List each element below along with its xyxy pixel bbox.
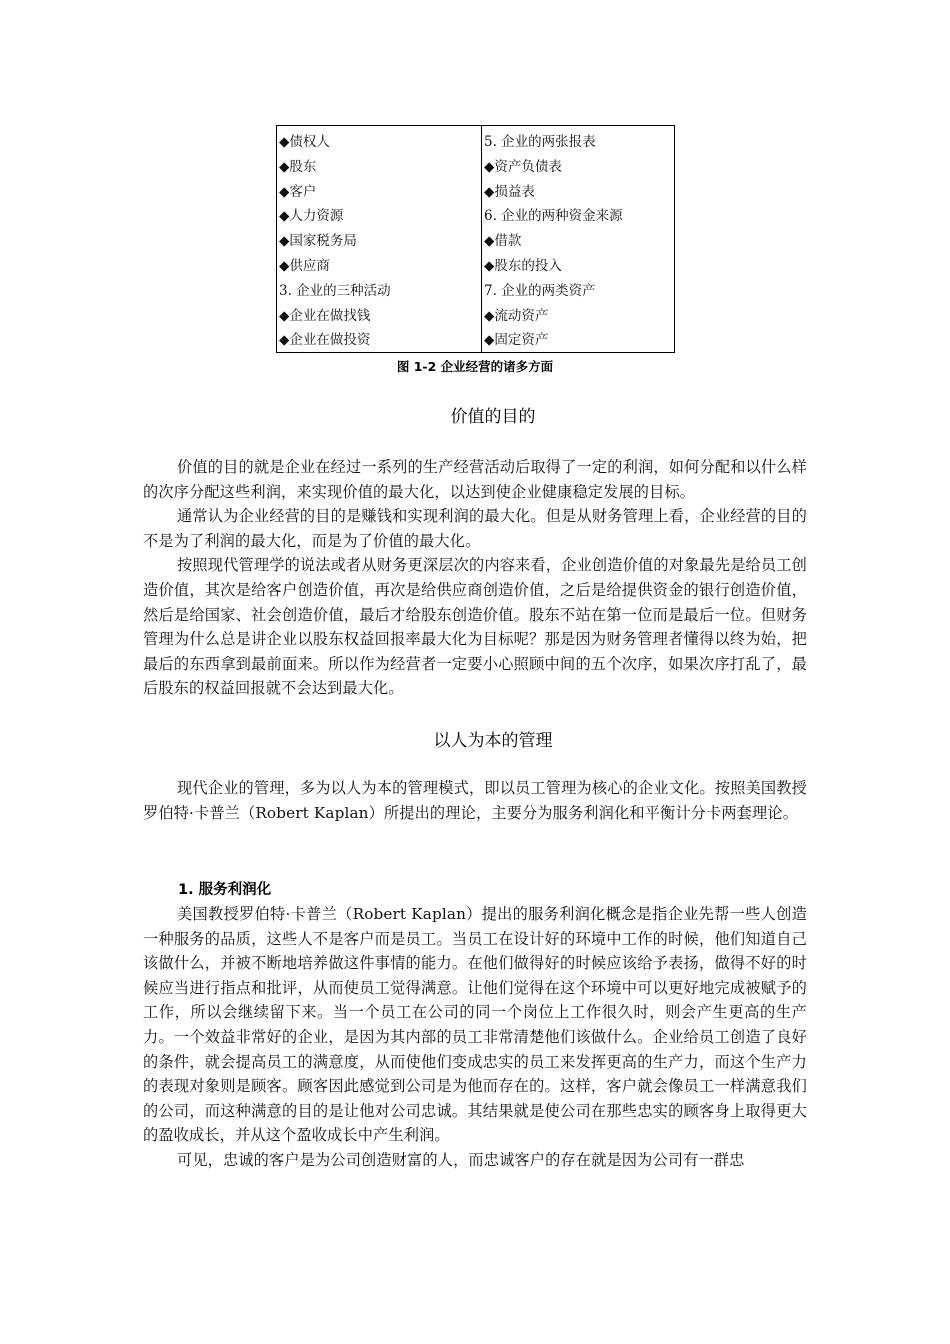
figure-cell: 3. 企业的三种活动 [279,282,391,299]
figure-cell: ◆企业在做投资 [279,332,371,349]
figure-cell: ◆债权人 [279,134,330,150]
figure-cell: ◆资产负债表 [484,158,562,175]
figure-cell: ◆流动资产 [484,307,549,324]
figure-caption: 图 1-2 企业经营的诸多方面 [396,359,554,374]
paragraph: 通常认为企业经营的目的是赚钱和实现利润的最大化。但是从财务管理上看，企业经营的目的不是为了利润的最大化，而是为了价值的最大化。 [143,507,807,550]
figure-cell: ◆股东的投入 [484,257,562,274]
section-heading-people-management: 以人为本的管理 [433,731,553,751]
figure-cell: ◆客户 [279,183,317,200]
section-intro-people-management [143,776,807,825]
figure-cell: 5. 企业的两张报表 [484,134,596,150]
figure-cell: ◆国家税务局 [279,233,357,250]
figure-table [276,125,675,353]
figure-cell: ◆企业在做找钱 [279,307,371,324]
figure-cell: ◆供应商 [279,257,330,274]
subheading-service-profit: 1. 服务利润化 [178,882,272,898]
figure-cell: 6. 企业的两种资金来源 [484,208,623,225]
section-heading-value-purpose: 价值的目的 [450,407,536,427]
figure-right-column [482,126,674,352]
section-body-service-profit [143,902,807,1173]
section-body-value-purpose [143,455,807,701]
figure-cell: ◆损益表 [484,183,535,200]
figure-cell: 7. 企业的两类资产 [484,282,596,299]
figure-cell: ◆借款 [484,233,522,250]
figure-cell: ◆固定资产 [484,332,549,349]
paragraph: 可见，忠诚的客户是为公司创造财富的人，而忠诚客户的存在就是因为公司有一群忠 [177,1150,745,1169]
paragraph: 现代企业的管理，多为以人为本的管理模式，即以员工管理为核心的企业文化。按照美国教授罗伯特·卡普兰（Robert Kaplan）所提出的理论，主要分为服务利润化和平衡计分卡两套理论。 [143,779,807,822]
paragraph: 美国教授罗伯特·卡普兰（Robert Kaplan）提出的服务利润化概念是指企业先帮一些人创造一种服务的品质，这些人不是客户而是员工。当员工在设计好的环境中工作的时候，他们知道自己该做什么，并被不断地培养做这件事情的能力。在他们做得好的时候应该给予表扬，做得不好的时候应当进行指点和批评，从而使员工觉得满意。让他们觉得在这个环境中可以更好地完成被赋予的工作，所以会继续留下来。当一个员工在公司的同一个岗位上工作很久时，则会产生更高的生产力。一个效益非常好的企业，是因为其内部的员工非常清楚他们该做什么。企业给员工创造了良好的条件，就会提高员工的满意度，从而使他们变成忠实的员工来发挥更高的生产力，而这个生产力的表现对象则是顾客。顾客因此感觉到公司是为他而存在的。这样，客户就会像员工一样满意我们的公司，而这种满意的目的是让他对公司忠诚。其结果就是使公司在那些忠实的顾客身上取得更大的盈收成长，并从这个盈收成长中产生利润。 [143,905,807,1145]
figure-cell: ◆股东 [279,158,317,175]
paragraph: 价值的目的就是企业在经过一系列的生产经营活动后取得了一定的利润，如何分配和以什么样的次序分配这些利润，来实现价值的最大化，以达到使企业健康稳定发展的目标。 [143,458,807,501]
figure-cell: ◆人力资源 [279,208,344,225]
paragraph: 按照现代管理学的说法或者从财务更深层次的内容来看，企业创造价值的对象最先是给员工创造价值，其次是给客户创造价值，再次是给供应商创造价值，之后是给提供资金的银行创造价值，然后是给国家、社会创造价值，最后才给股东创造价值。股东不站在第一位而是最后一位。但财务管理为什么总是讲企业以股东权益回报率最大化为目标呢？那是因为财务管理者懂得以终为始，把最后的东西拿到最前面来。所以作为经营者一定要小心照顾中间的五个次序，如果次序打乱了，最后股东的权益回报就不会达到最大化。 [143,556,807,698]
figure-left-column [277,126,482,352]
